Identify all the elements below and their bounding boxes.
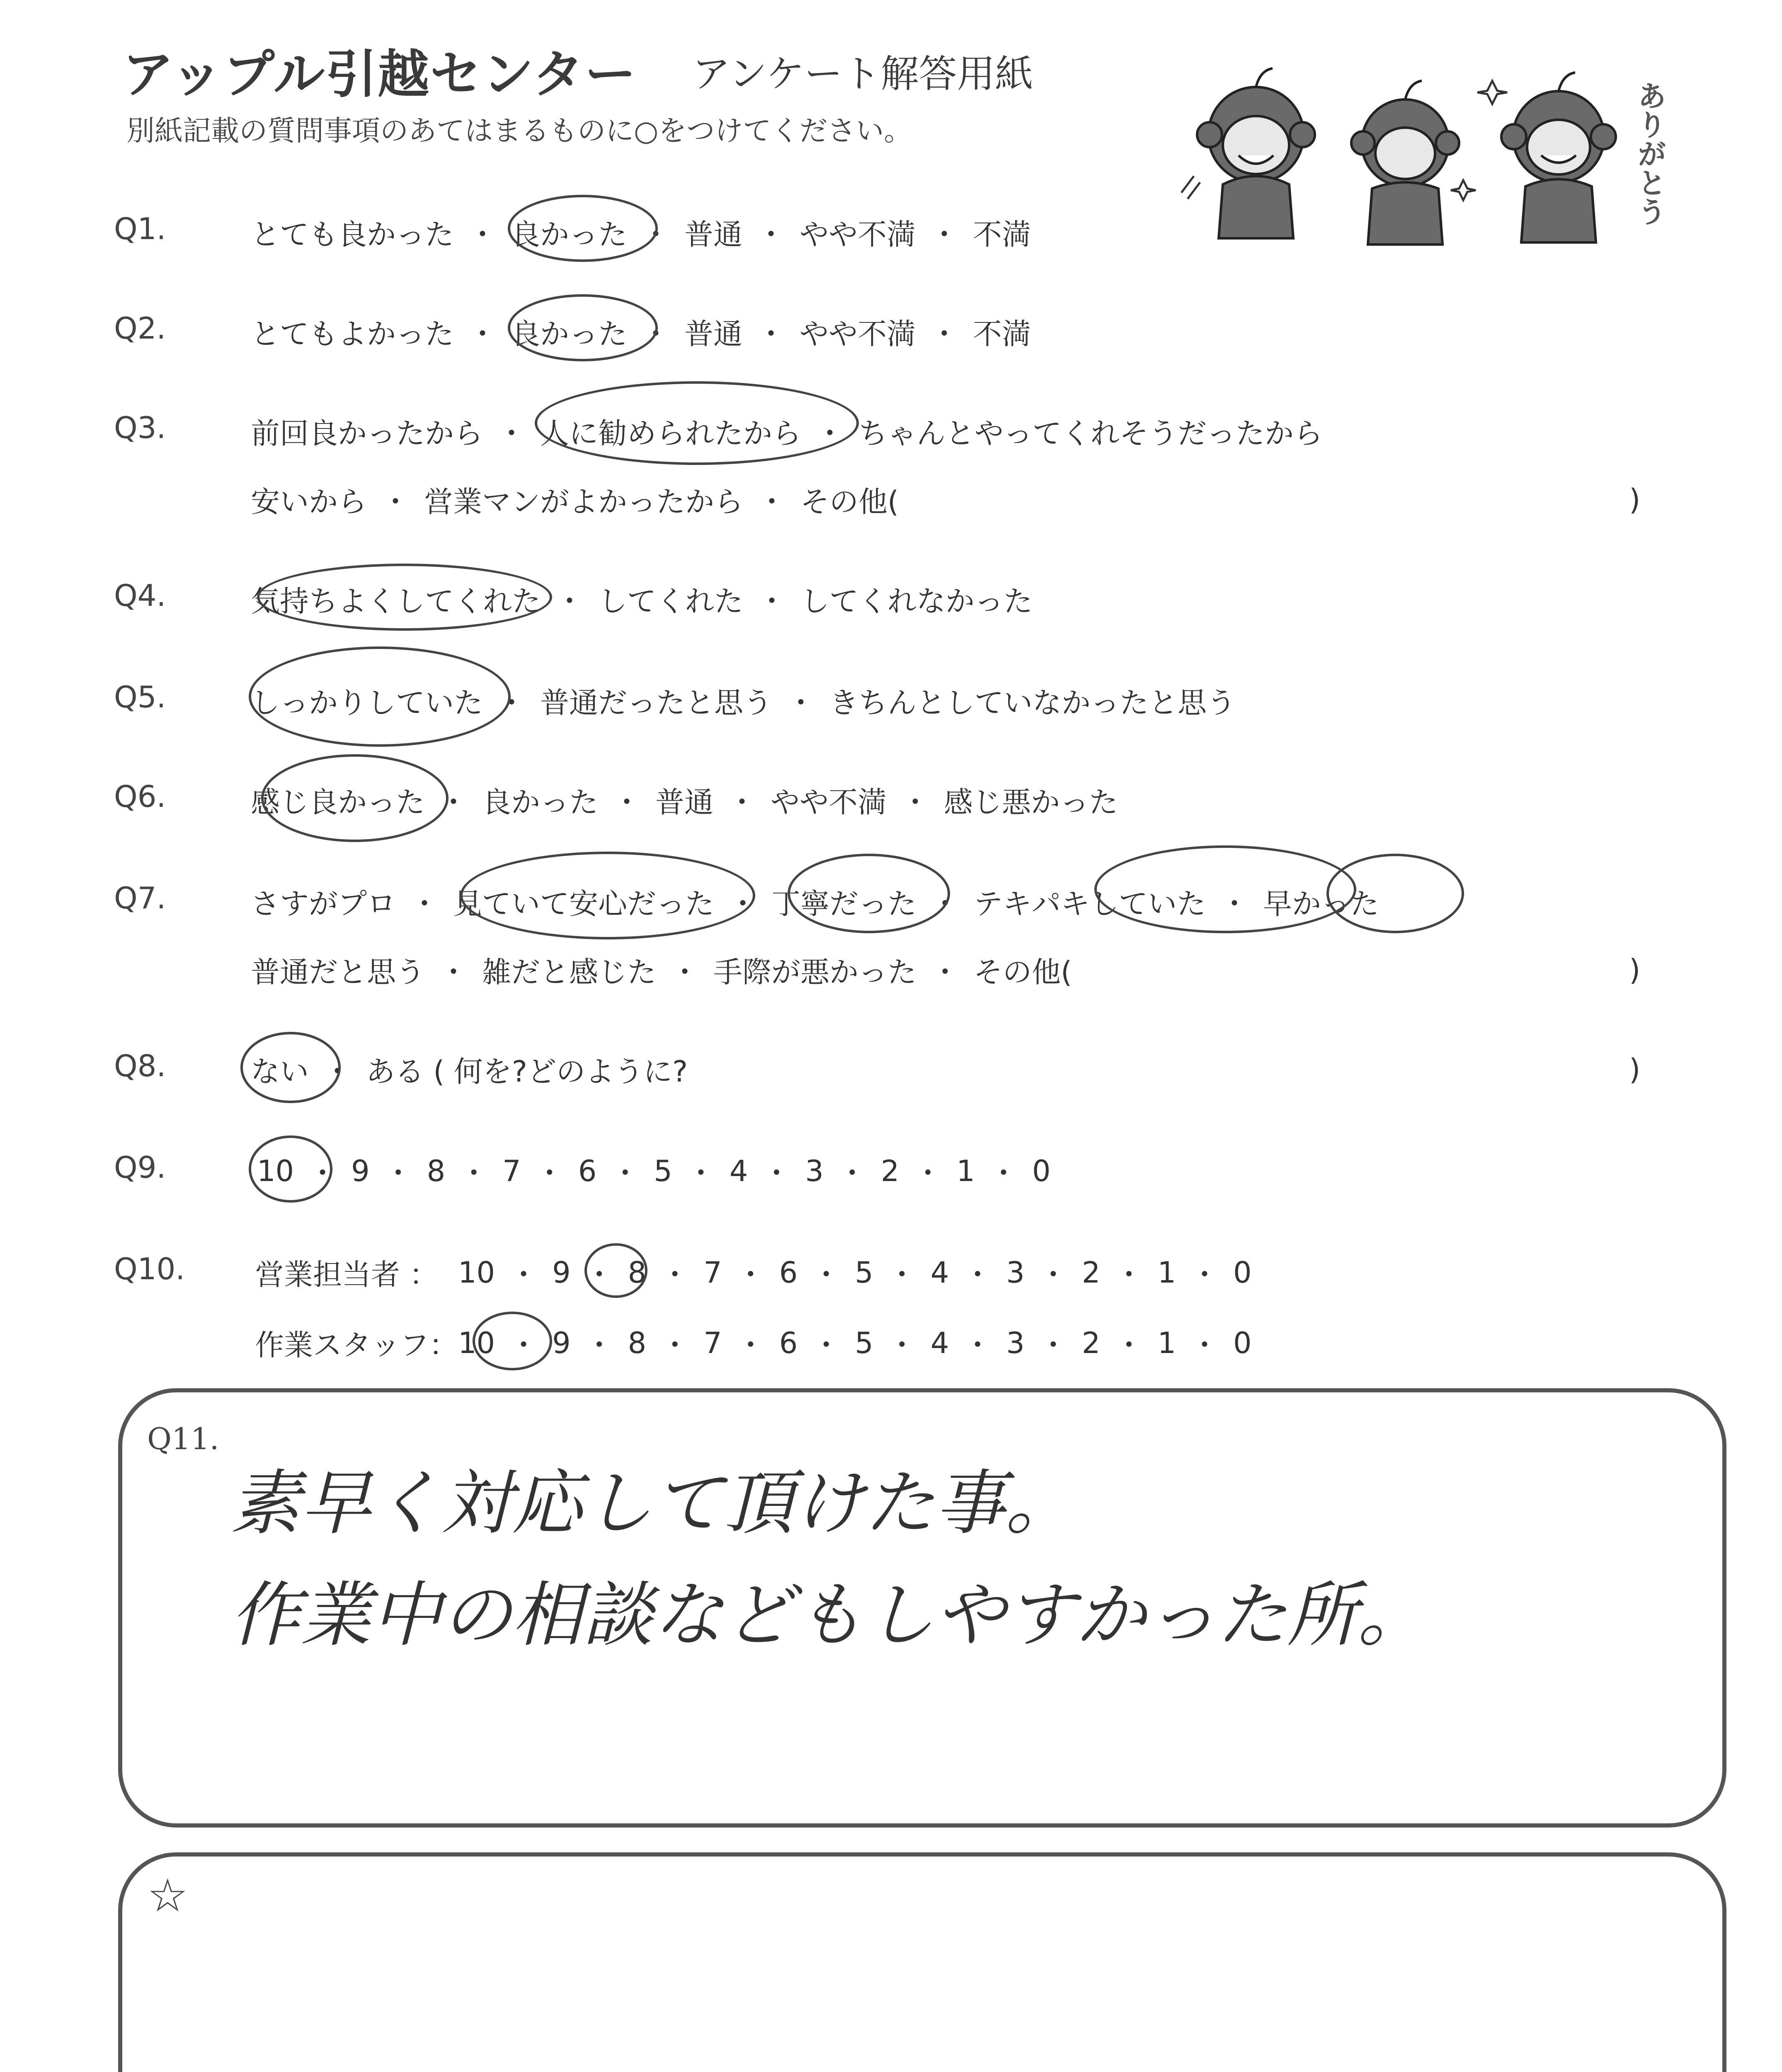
- q7-option[interactable]: 雑だと感じた: [482, 955, 656, 989]
- q10-sales-option[interactable]: 2: [1081, 1255, 1101, 1290]
- q9-option[interactable]: 5: [654, 1154, 672, 1188]
- form-subtitle: アンケート解答用紙: [692, 52, 1033, 96]
- q2-option[interactable]: やや不満: [800, 317, 916, 351]
- q7-option[interactable]: 普通だと思う: [251, 955, 425, 989]
- instruction-text: 別紙記載の質問事項のあてはまるものに○をつけてください。: [126, 115, 912, 148]
- q7-option-selected[interactable]: 早かった: [1263, 887, 1379, 921]
- q2-options: とてもよかった ・ 良かった ・ 普通 ・ やや不満 ・ 不満: [251, 311, 1031, 353]
- q1-option[interactable]: 普通: [684, 218, 742, 252]
- q10-sales-option-selected[interactable]: 9: [552, 1255, 571, 1290]
- q2-option[interactable]: 不満: [973, 317, 1031, 351]
- q7-number: Q7.: [114, 881, 166, 915]
- q2-option[interactable]: とてもよかった: [251, 317, 454, 351]
- q3-options-line2: 安いから ・ 営業マンがよかったから ・ その他(: [251, 479, 899, 520]
- q10-sales-option[interactable]: 10: [458, 1255, 495, 1290]
- q10-staff-option[interactable]: 1: [1157, 1326, 1176, 1360]
- q10-sales-selection-circle: [584, 1243, 647, 1298]
- q6-selection-circle: [261, 754, 449, 842]
- q5-selection-circle: [249, 646, 511, 747]
- q10-staff-option[interactable]: 3: [1006, 1326, 1025, 1360]
- q8-number: Q8.: [114, 1048, 166, 1083]
- q6-options: 感じ良かった ・ 良かった ・ 普通 ・ やや不満 ・ 感じ悪かった: [251, 779, 1118, 821]
- q10-number: Q10.: [114, 1251, 185, 1286]
- q3-close-paren: ): [1629, 483, 1641, 517]
- q1-number: Q1.: [114, 211, 166, 246]
- q10-sales-option[interactable]: 0: [1233, 1255, 1252, 1290]
- q10-staff-option[interactable]: 5: [855, 1326, 873, 1360]
- q10-sales-option[interactable]: 3: [1006, 1255, 1025, 1290]
- q10-sales-option[interactable]: 4: [930, 1255, 949, 1290]
- q10-sales-option[interactable]: 8: [628, 1255, 647, 1290]
- q8-close-paren: ): [1629, 1053, 1641, 1087]
- q7-options-line1: さすがプロ ・ 見ていて安心だった ・ 丁寧だった ・ テキパキしていた ・ 早かった: [251, 881, 1379, 922]
- q9-option[interactable]: 6: [578, 1154, 597, 1188]
- q10-staff-option[interactable]: 6: [779, 1326, 798, 1360]
- q4-option-selected[interactable]: 気持ちよくしてくれた: [251, 584, 541, 618]
- q4-option[interactable]: してくれた: [598, 584, 743, 618]
- q7-option-selected[interactable]: 見ていて安心だった: [453, 887, 714, 921]
- star-comment-box[interactable]: [118, 1852, 1726, 2072]
- q6-option[interactable]: 普通: [655, 785, 713, 819]
- q6-option[interactable]: 感じ悪かった: [944, 785, 1118, 819]
- q9-options: 10 ・ 9 ・ 8 ・ 7 ・ 6 ・ 5 ・ 4 ・ 3 ・ 2 ・ 1 ・ 0: [257, 1154, 1051, 1190]
- q10-staff-option-selected[interactable]: 10: [458, 1326, 495, 1360]
- q5-option[interactable]: 普通だったと思う: [540, 686, 772, 720]
- q7-selection-circle-1: [460, 852, 755, 939]
- q7-option-other[interactable]: その他(: [974, 955, 1072, 989]
- q7-close-paren: ): [1629, 953, 1641, 987]
- q4-option[interactable]: してくれなかった: [800, 584, 1033, 618]
- q3-option-selected[interactable]: 人に勧められたから: [540, 416, 801, 450]
- q7-selection-circle-4: [1326, 854, 1464, 933]
- q1-option[interactable]: とても良かった: [251, 218, 454, 252]
- q9-number: Q9.: [114, 1150, 166, 1185]
- q8-option-selected[interactable]: ない: [251, 1055, 309, 1089]
- q7-options-line2: 普通だと思う ・ 雑だと感じた ・ 手際が悪かった ・ その他(: [251, 949, 1072, 991]
- q3-selection-circle: [535, 381, 859, 465]
- q9-option-selected[interactable]: 10: [257, 1154, 294, 1188]
- q3-options-line1: 前回良かったから ・ 人に勧められたから ・ ちゃんとやってくれそうだったから: [251, 410, 1323, 452]
- thanks-text: ありがとう: [1633, 81, 1667, 226]
- q8-option[interactable]: ある ( 何を?どのように?: [366, 1055, 688, 1089]
- q3-number: Q3.: [114, 410, 166, 445]
- q7-selection-circle-3: [1094, 845, 1356, 933]
- q6-option[interactable]: やや不満: [771, 785, 887, 819]
- q10-staff-option[interactable]: 8: [628, 1326, 647, 1360]
- q9-option[interactable]: 2: [880, 1154, 899, 1188]
- q6-number: Q6.: [114, 779, 166, 814]
- q2-option-selected[interactable]: 良かった: [511, 317, 627, 351]
- q1-option[interactable]: やや不満: [800, 218, 916, 252]
- q10-sales-option[interactable]: 6: [779, 1255, 798, 1290]
- q9-option[interactable]: 1: [956, 1154, 975, 1188]
- q7-option-selected[interactable]: テキパキしていた: [974, 887, 1206, 921]
- q10-staff-option[interactable]: 0: [1233, 1326, 1252, 1360]
- q10-staff-option[interactable]: 4: [930, 1326, 949, 1360]
- q1-selection-circle: [508, 195, 658, 262]
- q10-staff-label: 作業スタッフ：: [255, 1328, 458, 1362]
- q9-option[interactable]: 3: [805, 1154, 824, 1188]
- q10-sales-option[interactable]: 7: [703, 1255, 722, 1290]
- q7-selection-circle-2: [788, 854, 950, 933]
- q10-staff-option[interactable]: 9: [552, 1326, 571, 1360]
- q5-number: Q5.: [114, 680, 166, 714]
- q3-option[interactable]: 安いから: [251, 485, 367, 519]
- q8-options: ない ・ ある ( 何を?どのように?: [251, 1048, 688, 1090]
- q10-sales-label: 営業担当者 ：: [255, 1258, 439, 1292]
- q9-option[interactable]: 8: [427, 1154, 446, 1188]
- form-title: アップル引越センター: [122, 45, 637, 104]
- q9-option[interactable]: 0: [1032, 1154, 1051, 1188]
- q2-number: Q2.: [114, 311, 166, 346]
- q9-selection-circle: [249, 1135, 332, 1203]
- q9-option[interactable]: 9: [351, 1154, 370, 1188]
- q1-option[interactable]: 不満: [973, 218, 1031, 252]
- q3-option[interactable]: 営業マンがよかったから: [424, 485, 743, 519]
- q5-option-selected[interactable]: しっかりしていた: [251, 686, 483, 720]
- q9-option[interactable]: 4: [729, 1154, 748, 1188]
- q10-staff-option[interactable]: 2: [1081, 1326, 1101, 1360]
- q3-option[interactable]: 前回良かったから: [251, 416, 483, 450]
- q1-options: とても良かった ・ 良かった ・ 普通 ・ やや不満 ・ 不満: [251, 211, 1031, 253]
- q10-sales-option[interactable]: 1: [1157, 1255, 1176, 1290]
- q7-option[interactable]: 手際が悪かった: [713, 955, 916, 989]
- q11-handwriting-line2: 作業中の相談などもしやすかった所。: [230, 1574, 1428, 1656]
- q8-selection-circle: [240, 1032, 341, 1103]
- q7-option-selected[interactable]: 丁寧だった: [771, 887, 916, 921]
- q4-options: 気持ちよくしてくれた ・ してくれた ・ してくれなかった: [251, 578, 1033, 620]
- q5-options: しっかりしていた ・ 普通だったと思う ・ きちんとしていなかったと思う: [251, 680, 1236, 721]
- q10-staff-row: 作業スタッフ： 10 ・ 9 ・ 8 ・ 7 ・ 6 ・ 5 ・ 4 ・ 3 ・ 2 ・ 1 ・ 0: [255, 1322, 1252, 1364]
- q6-option-selected[interactable]: 感じ良かった: [251, 785, 425, 819]
- q3-option-other[interactable]: その他(: [800, 485, 899, 519]
- q11-handwriting-line1: 素早く対応して頂けた事。: [230, 1462, 1076, 1544]
- monkey-mascots-illustration: [1173, 56, 1687, 255]
- q10-staff-selection-circle: [473, 1312, 552, 1370]
- q3-option[interactable]: ちゃんとやってくれそうだったから: [858, 416, 1323, 450]
- q10-staff-option[interactable]: 7: [703, 1326, 722, 1360]
- q10-sales-row: 営業担当者 ： 10 ・ 9 ・ 8 ・ 7 ・ 6 ・ 5 ・ 4 ・ 3 ・ 2 ・ 1 ・ 0: [255, 1251, 1252, 1293]
- star-label: ☆: [147, 1869, 188, 1922]
- q6-option[interactable]: 良かった: [482, 785, 598, 819]
- q2-selection-circle: [508, 294, 658, 361]
- q5-option[interactable]: きちんとしていなかったと思う: [829, 686, 1236, 720]
- q7-option[interactable]: さすがプロ: [251, 887, 396, 921]
- q9-option[interactable]: 7: [502, 1154, 521, 1188]
- q4-selection-circle: [257, 564, 552, 631]
- q2-option[interactable]: 普通: [684, 317, 742, 351]
- q10-sales-option[interactable]: 5: [855, 1255, 873, 1290]
- q4-number: Q4.: [114, 578, 166, 613]
- q1-option-selected[interactable]: 良かった: [511, 218, 627, 252]
- q11-label: Q11.: [147, 1421, 219, 1456]
